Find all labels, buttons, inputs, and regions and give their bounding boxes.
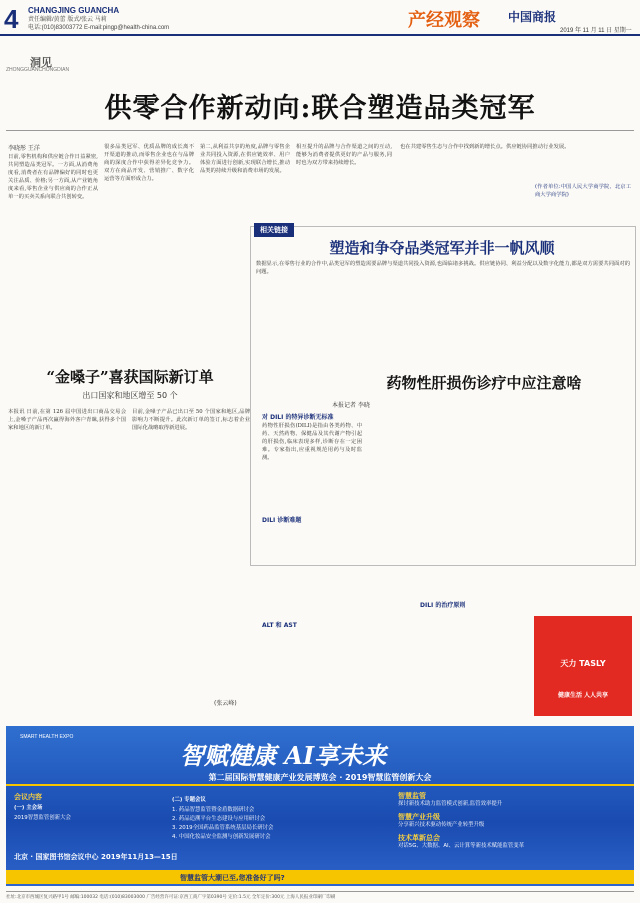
story3-subsection-3: ALT 和 AST [262,622,297,629]
banner-foot [6,870,634,884]
issue-date: 2019 年 11 月 11 日 星期一 [560,28,632,34]
topic-item: 1. 药品智慧监管暨金盾数据研讨会 [172,807,255,813]
banner-title: 智赋健康 AI享未来 [180,741,387,770]
banner-slogan: 智慧监管大潮已至,您准备好了吗? [180,874,285,882]
paper-name: 中国商报 [508,10,557,24]
article-column-1: 日前,零售机构和供应链合作日益紧密,共同塑造品类冠军。一方面,从消费角度看,消费者在有品牌偏好的同时也更关注品质、价格;另一方面,从产业链角度来看,零售企业与供应商的合作正从单一的买卖关系向联合共创转变。 [8,154,98,200]
page-footer: 社址:北京市西城区复兴路甲1号 邮编:100032 电话:(010)83003000 广告经营许可证:京西工商广字第0390号 定价:1.5元 全年定价:300元 上海人民报业印刷厂印刷 [6,891,634,900]
banner-subtitle: 第二届国际智慧健康产业发展博览会 · 2019智慧监管创新大会 [208,773,432,782]
sidebar-text: 也在共建零售生态与合作中找到新的增长点。供应链协同推动行业发展。 [400,144,570,150]
right-title-3: 技术革新总会 [398,834,440,842]
main-headline: 供零合作新动向:联合塑造品类冠军 [104,93,536,124]
contact-line: 电话:(010)83003772 E-mail:pingp@health-china.com [28,25,170,31]
story3-subsection-2: DILI 诊断难题 [262,517,302,524]
story3-body: 药物性肝损伤(DILI)是指由各类药物、中药、天然药物、保健品及其代谢产物引起的肝损伤,临床表现多样,诊断存在一定困难。专家指出,应重视规范用药与及时监测。 [262,423,362,461]
related-label: 相关链接 [254,223,294,237]
meeting-title: 会议内容 [14,793,42,801]
related-text: 数据显示,在零售行业的合作中,品类冠军的塑造需要品牌与渠道共同投入资源,也面临诸多挑战。供应链协同、利益分配以及数字化能力,都是双方需要共同面对的问题。 [256,261,630,275]
event-date: 北京 · 国家图书馆会议中心 2019年11月13—15日 [14,853,178,861]
story2-lead: 本报讯 日前,在第 126 届中国进出口商品交易会上,金嗓子产品再次赢得海外客户青睐,获得多个国家和地区的新订单。 [8,409,126,431]
author-note: (作者单位:中国人民大学商学院、北京工商大学商学院) [535,184,631,198]
meeting-item: (一) 主会场 [14,805,43,811]
ad-slogan: 健康生活 人人共享 [557,692,609,699]
story3-headline: 药物性肝损伤诊疗中应注意啥 [386,374,582,392]
right-desc-2: 分享新兴技术驱动传统产业转型升级 [398,822,485,828]
expo-logo: SMART HEALTH EXPO [20,734,74,740]
story2-body: 目前,金嗓子产品已出口至 50 个国家和地区,品牌影响力不断提升。此次新订单的签订,标志着企业国际化战略取得新进展。 [132,409,250,431]
right-title-2: 智慧产业升级 [398,813,440,821]
story2-source: (张云峰) [214,700,237,707]
story3-subsection-1: 对 DILI 的特异诊断无标准 [262,414,334,421]
related-headline: 塑造和争夺品类冠军并非一帆风顺 [329,239,555,257]
article-column-4: 相互提升的品牌与合作渠道之间的互动,能够为消费者提供更好的产品与服务,同时也为双方带来持续增长。 [296,144,392,166]
article-column-3: 第二,从利益共享的角度,品牌与零售企业共同投入资源,在供应链效率、用户体验方面进行创新,实现联合增长,推动品类的持续升级和消费市场的发展。 [200,144,290,174]
page-number: 4 [4,4,19,34]
column-title: 产经观察 [408,10,480,31]
article-column-2: 很多品类冠军、优质品牌的成长离不开渠道的推动,而零售企业也在与品牌商的深度合作中获得差异化竞争力。双方在商品开发、营销推广、数字化运营等方面形成合力。 [104,144,194,182]
right-title-1: 智慧监管 [398,792,426,800]
byline: 李晓彤 王洋 [8,145,40,152]
story2-headline: “金嗓子”喜获国际新订单 [46,368,214,386]
topic-item: 2. 药品追溯平台生态建设与应用研讨会 [172,816,266,822]
section-label-en: ZHONGGUANCHONGDIAN [6,67,70,73]
section-label: 洞见 [30,56,52,69]
headline-rule [6,130,634,131]
topic-item: 3. 2019全国药品监管系统基层局长研讨会 [172,825,274,831]
story2-subhead: 出口国家和地区增至 50 个 [82,391,178,400]
top-rule [0,34,640,36]
topics-title: (二) 专题会议 [172,797,206,803]
banner-divider [6,784,634,786]
story3-reporter: 本报记者 李晓 [332,402,370,409]
ad-brand: 天力 TASLY [560,659,606,668]
editor-line: 责任编辑/黄蕾 版式/张云 马莉 [28,17,107,23]
meeting-desc: 2019智慧监管创新大会 [14,815,71,821]
right-desc-1: 探讨新技术助力监管模式创新,监管效率提升 [398,801,503,807]
section-code: CHANGJING GUANCHA [28,6,120,15]
topic-item: 4. 中国化妆品安全监测与创新发展研讨会 [172,834,271,840]
right-desc-3: 对话5G、大数据、AI、云计算等新技术赋能监管变革 [398,843,525,849]
story3-subsection-4: DILI 的治疗原则 [420,602,466,609]
editor-info [28,16,169,32]
